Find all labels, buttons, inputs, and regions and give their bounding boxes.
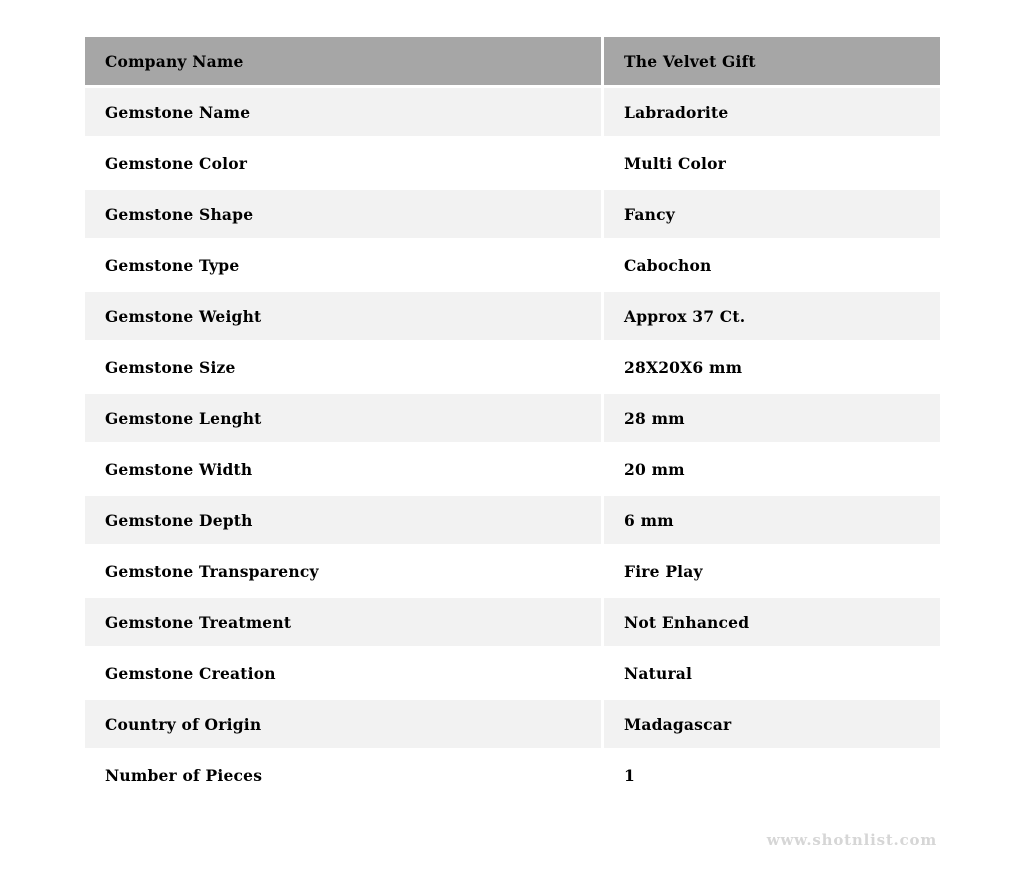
- spec-value-cell: Fire Play: [604, 547, 940, 595]
- spec-label-cell: Gemstone Width: [85, 445, 601, 493]
- site-watermark: www.shotnlist.com: [766, 831, 937, 849]
- spec-label-cell: Gemstone Shape: [85, 190, 601, 238]
- spec-label-cell: Gemstone Lenght: [85, 394, 601, 442]
- spec-value-cell: Madagascar: [604, 700, 940, 748]
- table-row: [85, 598, 940, 646]
- header-label-cell: Company Name: [85, 37, 601, 85]
- table-row: [85, 547, 940, 595]
- spec-label-cell: Gemstone Weight: [85, 292, 601, 340]
- table-row: [85, 496, 940, 544]
- table-row: [85, 649, 940, 697]
- spec-label-cell: Gemstone Creation: [85, 649, 601, 697]
- spec-label-cell: Gemstone Type: [85, 241, 601, 289]
- spec-label-cell: Country of Origin: [85, 700, 601, 748]
- table-row: [85, 139, 940, 187]
- spec-value-cell: Natural: [604, 649, 940, 697]
- gemstone-spec-table-container: [82, 34, 943, 802]
- spec-value-cell: 28X20X6 mm: [604, 343, 940, 391]
- table-row: [85, 292, 940, 340]
- spec-value-cell: Cabochon: [604, 241, 940, 289]
- table-row: [85, 241, 940, 289]
- spec-label-cell: Gemstone Name: [85, 88, 601, 136]
- table-row: [85, 445, 940, 493]
- table-row: [85, 751, 940, 799]
- spec-label-cell: Gemstone Treatment: [85, 598, 601, 646]
- spec-value-cell: 1: [604, 751, 940, 799]
- spec-value-cell: Not Enhanced: [604, 598, 940, 646]
- table-row: [85, 88, 940, 136]
- spec-value-cell: 6 mm: [604, 496, 940, 544]
- spec-value-cell: Approx 37 Ct.: [604, 292, 940, 340]
- spec-label-cell: Gemstone Depth: [85, 496, 601, 544]
- spec-value-cell: 28 mm: [604, 394, 940, 442]
- spec-label-cell: Gemstone Color: [85, 139, 601, 187]
- spec-value-cell: Multi Color: [604, 139, 940, 187]
- table-row: [85, 700, 940, 748]
- table-row: [85, 190, 940, 238]
- spec-value-cell: 20 mm: [604, 445, 940, 493]
- spec-label-cell: Gemstone Transparency: [85, 547, 601, 595]
- gemstone-spec-table: [82, 34, 943, 802]
- spec-value-cell: Labradorite: [604, 88, 940, 136]
- table-row: [85, 343, 940, 391]
- table-header-row: [85, 37, 940, 85]
- header-value-cell: The Velvet Gift: [604, 37, 940, 85]
- table-row: [85, 394, 940, 442]
- spec-label-cell: Gemstone Size: [85, 343, 601, 391]
- spec-label-cell: Number of Pieces: [85, 751, 601, 799]
- spec-value-cell: Fancy: [604, 190, 940, 238]
